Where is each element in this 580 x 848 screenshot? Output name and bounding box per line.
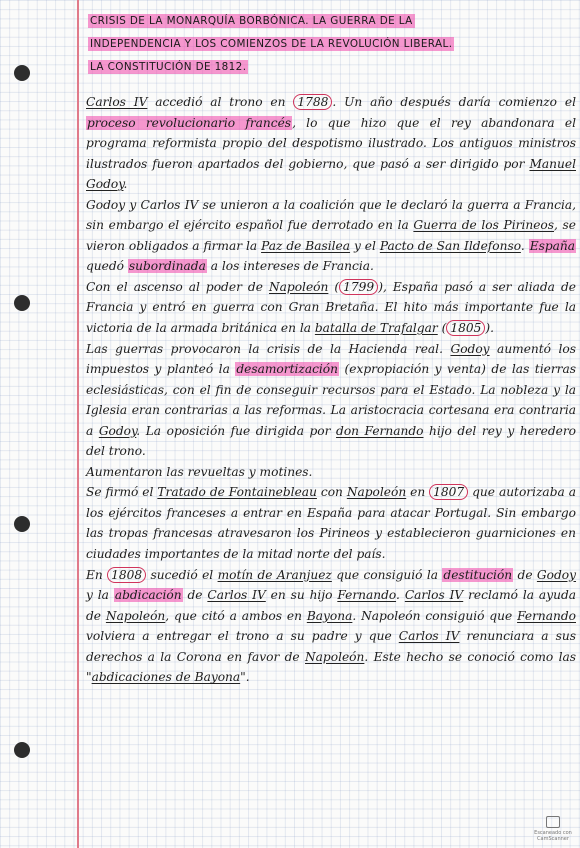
text-run: renunciara a sus derechos a la Corona en favor de xyxy=(86,629,576,664)
text-run: de xyxy=(513,567,537,582)
circled-date: 1808 xyxy=(107,567,146,583)
underlined-term: Fernando xyxy=(517,608,576,623)
text-run: , lo que hizo que el rey abandonara el programa reformista propio del despotismo ilustrado. Los antiguos ministros ilustrados fueron apartados del gobierno, que pasó a ser dirigido por xyxy=(86,115,576,171)
underlined-term: Napoleón xyxy=(105,608,166,623)
binder-hole xyxy=(14,65,30,81)
paragraph xyxy=(86,339,576,462)
circled-date: 1805 xyxy=(446,320,485,336)
highlighted-term: destitución xyxy=(443,567,513,582)
underlined-term: motín de Aranjuez xyxy=(217,567,332,582)
circled-date: 1799 xyxy=(339,279,378,295)
text-run: ( xyxy=(437,321,447,336)
paragraph xyxy=(86,565,576,688)
text-run: Se firmó el xyxy=(86,485,158,500)
underlined-term: Manuel Godoy xyxy=(86,156,576,192)
text-run: volviera a entregar el trono a su padre y que xyxy=(86,629,399,644)
text-run: . xyxy=(520,238,529,253)
text-run: . La oposición fue dirigida por xyxy=(136,423,337,438)
highlighted-term: subordinada xyxy=(128,259,206,274)
underlined-term: Guerra de los Pirineos xyxy=(413,218,555,233)
underlined-term: Godoy xyxy=(450,341,490,356)
title-line-3: LA CONSTITUCIÓN DE 1812. xyxy=(90,61,247,73)
underlined-term: Carlos IV xyxy=(86,95,148,109)
binder-hole xyxy=(14,516,30,532)
circled-date: 1807 xyxy=(429,484,468,500)
text-run: (expropiación y venta) de las tierras eclesiásticas, con el fin de conseguir recursos para el Estado. La nobleza y la Iglesia eran contrarias a las reformas. La aristocracia cortesana era contraria a xyxy=(86,362,576,438)
camscanner-icon xyxy=(546,816,560,828)
notes-body xyxy=(86,92,576,688)
paragraph xyxy=(86,462,576,483)
text-run: ), España pasó a ser aliada de Francia y entró en guerra con Gran Bretaña. El hito más importante fue la victoria de la armada británica en la xyxy=(86,279,576,336)
paragraph xyxy=(86,277,576,339)
underlined-term: Pacto de San Ildefonso xyxy=(379,238,521,253)
underlined-term: Carlos IV xyxy=(404,588,464,603)
text-run: . Napoleón consiguió que xyxy=(352,608,518,623)
binder-hole xyxy=(14,742,30,758)
text-run: ". xyxy=(240,670,250,685)
text-run: Godoy y Carlos IV se unieron a la coalición que le declaró la guerra a Francia, sin embargo el ejército español fue derrotado en la xyxy=(86,197,576,233)
page-title xyxy=(88,10,558,79)
text-run: , que citó a ambos en xyxy=(165,608,307,623)
text-run: . Este hecho se conoció como las " xyxy=(86,649,576,685)
title-line-2: INDEPENDENCIA Y LOS COMIENZOS DE LA REVOLUCIÓN LIBERAL. xyxy=(90,38,453,50)
underlined-term: abdicaciones de Bayona xyxy=(91,670,241,685)
underlined-term: Fernando xyxy=(337,588,397,603)
text-run: en su hijo xyxy=(265,588,338,603)
text-run: ( xyxy=(328,279,340,294)
text-run: y la xyxy=(86,588,114,603)
highlighted-term: proceso revolucionario francés xyxy=(87,115,292,130)
text-run: Aumentaron las revueltas y motines. xyxy=(86,464,313,479)
text-run: . xyxy=(396,588,405,603)
text-run: aumentó los impuestos y planteó la xyxy=(86,341,576,377)
text-run: reclamó la ayuda de xyxy=(86,588,577,623)
text-run: quedó xyxy=(86,259,128,274)
text-run: ). xyxy=(485,321,495,336)
text-run: hijo del rey y heredero del trono. xyxy=(86,423,577,459)
text-run: accedió al trono en xyxy=(147,95,294,109)
text-run: . xyxy=(123,177,128,192)
underlined-term: Carlos IV xyxy=(398,629,460,644)
underlined-term: Napoleón xyxy=(268,279,329,294)
text-run: . Un año después daría comienzo el xyxy=(332,95,576,109)
text-run: , se vieron obligados a firmar la xyxy=(86,218,576,253)
underlined-term: Carlos IV xyxy=(207,588,266,603)
text-run: En xyxy=(86,567,108,582)
scanner-watermark xyxy=(534,816,572,842)
scanner-line-1: Escaneado con xyxy=(534,830,572,836)
underlined-term: Godoy xyxy=(536,567,577,582)
scanner-line-2: CamScanner xyxy=(537,836,569,842)
highlighted-term: desamortización xyxy=(236,362,338,377)
text-run: sucedió el xyxy=(146,567,218,582)
text-run: que consiguió la xyxy=(331,567,443,582)
underlined-term: batalla de Trafalgar xyxy=(314,321,438,336)
text-run: Con el ascenso al poder de xyxy=(86,279,269,294)
paragraph xyxy=(86,92,576,195)
underlined-term: Godoy xyxy=(98,423,137,438)
highlighted-term: España xyxy=(529,238,576,253)
highlighted-term: abdicación xyxy=(114,588,182,603)
paragraph xyxy=(86,482,576,564)
underlined-term: Bayona xyxy=(306,608,353,623)
text-run: a los intereses de Francia. xyxy=(206,259,374,274)
text-run: Las guerras provocaron la crisis de la Hacienda real. xyxy=(86,341,451,356)
circled-date: 1788 xyxy=(293,94,332,110)
title-line-1: CRISIS DE LA MONARQUÍA BORBÓNICA. LA GUERRA DE LA xyxy=(90,15,413,27)
binder-hole xyxy=(14,295,30,311)
underlined-term: don Fernando xyxy=(336,423,424,438)
text-run: de xyxy=(182,588,208,603)
text-run: y el xyxy=(350,238,380,253)
margin-line xyxy=(77,0,79,848)
paragraph xyxy=(86,195,576,277)
underlined-term: Napoleón xyxy=(305,649,365,664)
underlined-term: Paz de Basilea xyxy=(261,238,351,253)
text-run: que autorizaba a los ejércitos franceses a entrar en España para atacar Portugal. Sin embargo las tropas francesas atravesaron los Pirineos y establecieron guarniciones en ciudades importantes de la mitad norte del país. xyxy=(86,485,576,562)
underlined-term: Tratado de Fontainebleau xyxy=(157,485,317,500)
text-run: en xyxy=(406,485,430,500)
underlined-term: Napoleón xyxy=(346,485,407,500)
text-run: con xyxy=(316,485,347,500)
